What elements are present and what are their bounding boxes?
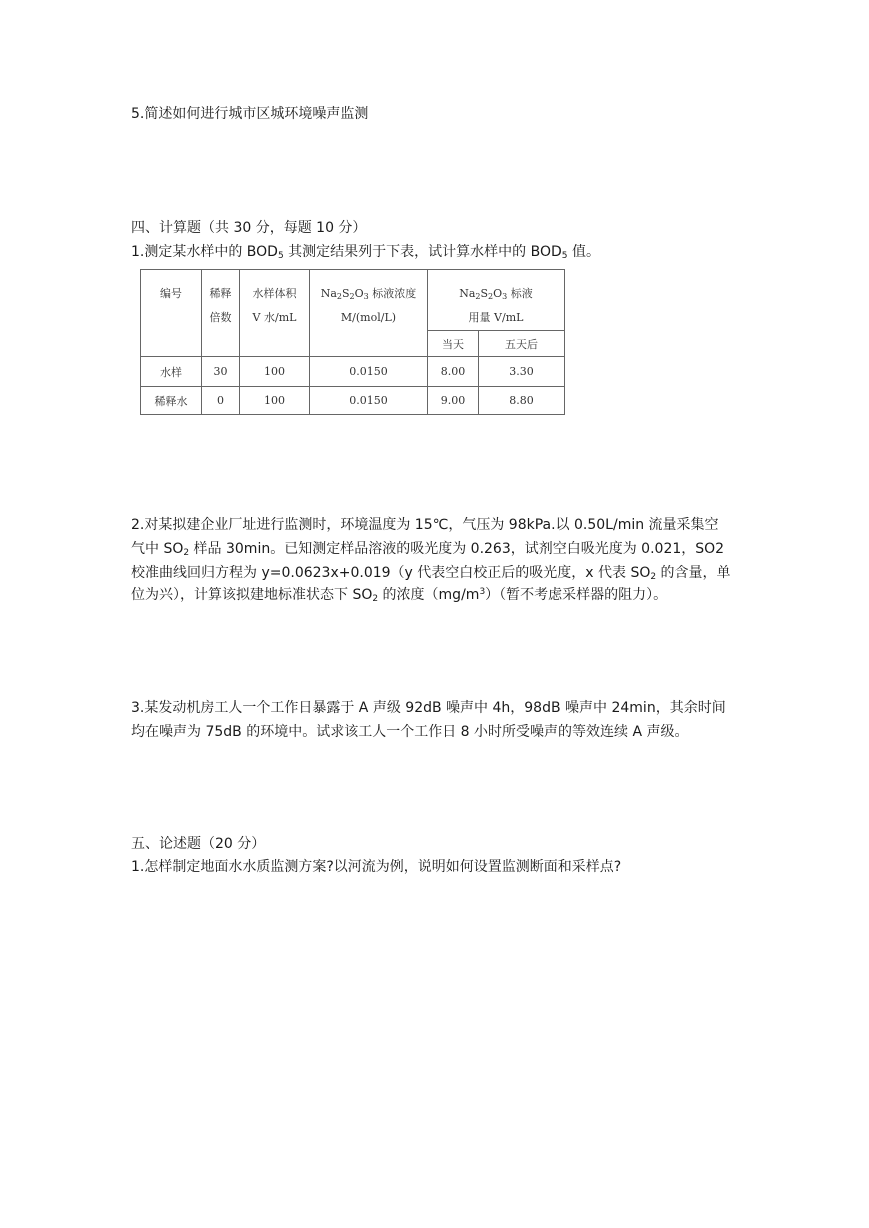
table-cell: 0 (202, 387, 240, 415)
section-4-heading: 四、计算题（共 30 分，每题 10 分） (131, 220, 367, 236)
table-cell: 9.00 (428, 387, 479, 415)
table-cell: 100 (240, 357, 310, 387)
calc-question-1: 1.测定某水样中的 $BOD_5$ 其测定结果列于下表，试计算水样中的 $BOD_5$ 值。 (131, 244, 600, 261)
table-cell: 8.00 (428, 357, 479, 387)
table-cell: 8.80 (479, 387, 565, 415)
header-dilution: 稀释 倍数 (202, 270, 240, 357)
table-row (141, 387, 565, 415)
subheader-day5: 五天后 (479, 331, 565, 357)
calc-question-3-line-1: 3.某发动机房工人一个工作日暴露于 A 声级 92dB 噪声中 4h，98dB 噪声中 24min，其余时间 (131, 700, 726, 716)
header-std-concentration: $Na_2S_2O_3$ 标液浓度 M/(mol/L) (310, 270, 428, 357)
header-std-usage: $Na_2S_2O_3$ 标液 用量 V/mL (428, 270, 565, 331)
subheader-day0: 当天 (428, 331, 479, 357)
header-sample-volume: 水样体积 V 水/mL (240, 270, 310, 357)
section-5-heading: 五、论述题（20 分） (131, 836, 266, 852)
calc-question-2-line-4: 位为兴），计算该拟建地标准状态下 $SO_2$ 的浓度$(mg/m^3)$（暂不考虑采样器的阻力）。 (131, 587, 668, 604)
table-cell: 3.30 (479, 357, 565, 387)
calc-question-2-line-3: 校准曲线回归方程为 y=0.0623x+0.019（y 代表空白校正后的吸光度，x 代表 $SO_2$ 的含量，单 (131, 565, 731, 582)
calc-question-3-line-2: 均在噪声为 75dB 的环境中。试求该工人一个工作日 8 小时所受噪声的等效连续 A 声级。 (131, 724, 689, 740)
bod-data-table (140, 269, 565, 415)
table-cell: 0.0150 (310, 357, 428, 387)
table-cell: 水样 (141, 357, 202, 387)
calc-question-2-line-2: 气中 $SO_2$ 样品 30min。已知测定样品溶液的吸光度为 0.263，试剂空白吸光度为 0.021，SO2 (131, 541, 725, 558)
table-row (141, 357, 565, 387)
question-5: 5.简述如何进行城市区城环境噪声监测 (131, 106, 369, 122)
calc-question-2-line-1: 2.对某拟建企业厂址进行监测时，环境温度为 15℃，气压为 98kPa.以 0.50L/min 流量采集空 (131, 517, 719, 533)
table-cell: 100 (240, 387, 310, 415)
table-cell: 0.0150 (310, 387, 428, 415)
table-cell: 30 (202, 357, 240, 387)
table-cell: 稀释水 (141, 387, 202, 415)
essay-question-1: 1.怎样制定地面水水质监测方案?以河流为例，说明如何设置监测断面和采样点? (131, 859, 622, 875)
header-id: 编号 (141, 270, 202, 357)
